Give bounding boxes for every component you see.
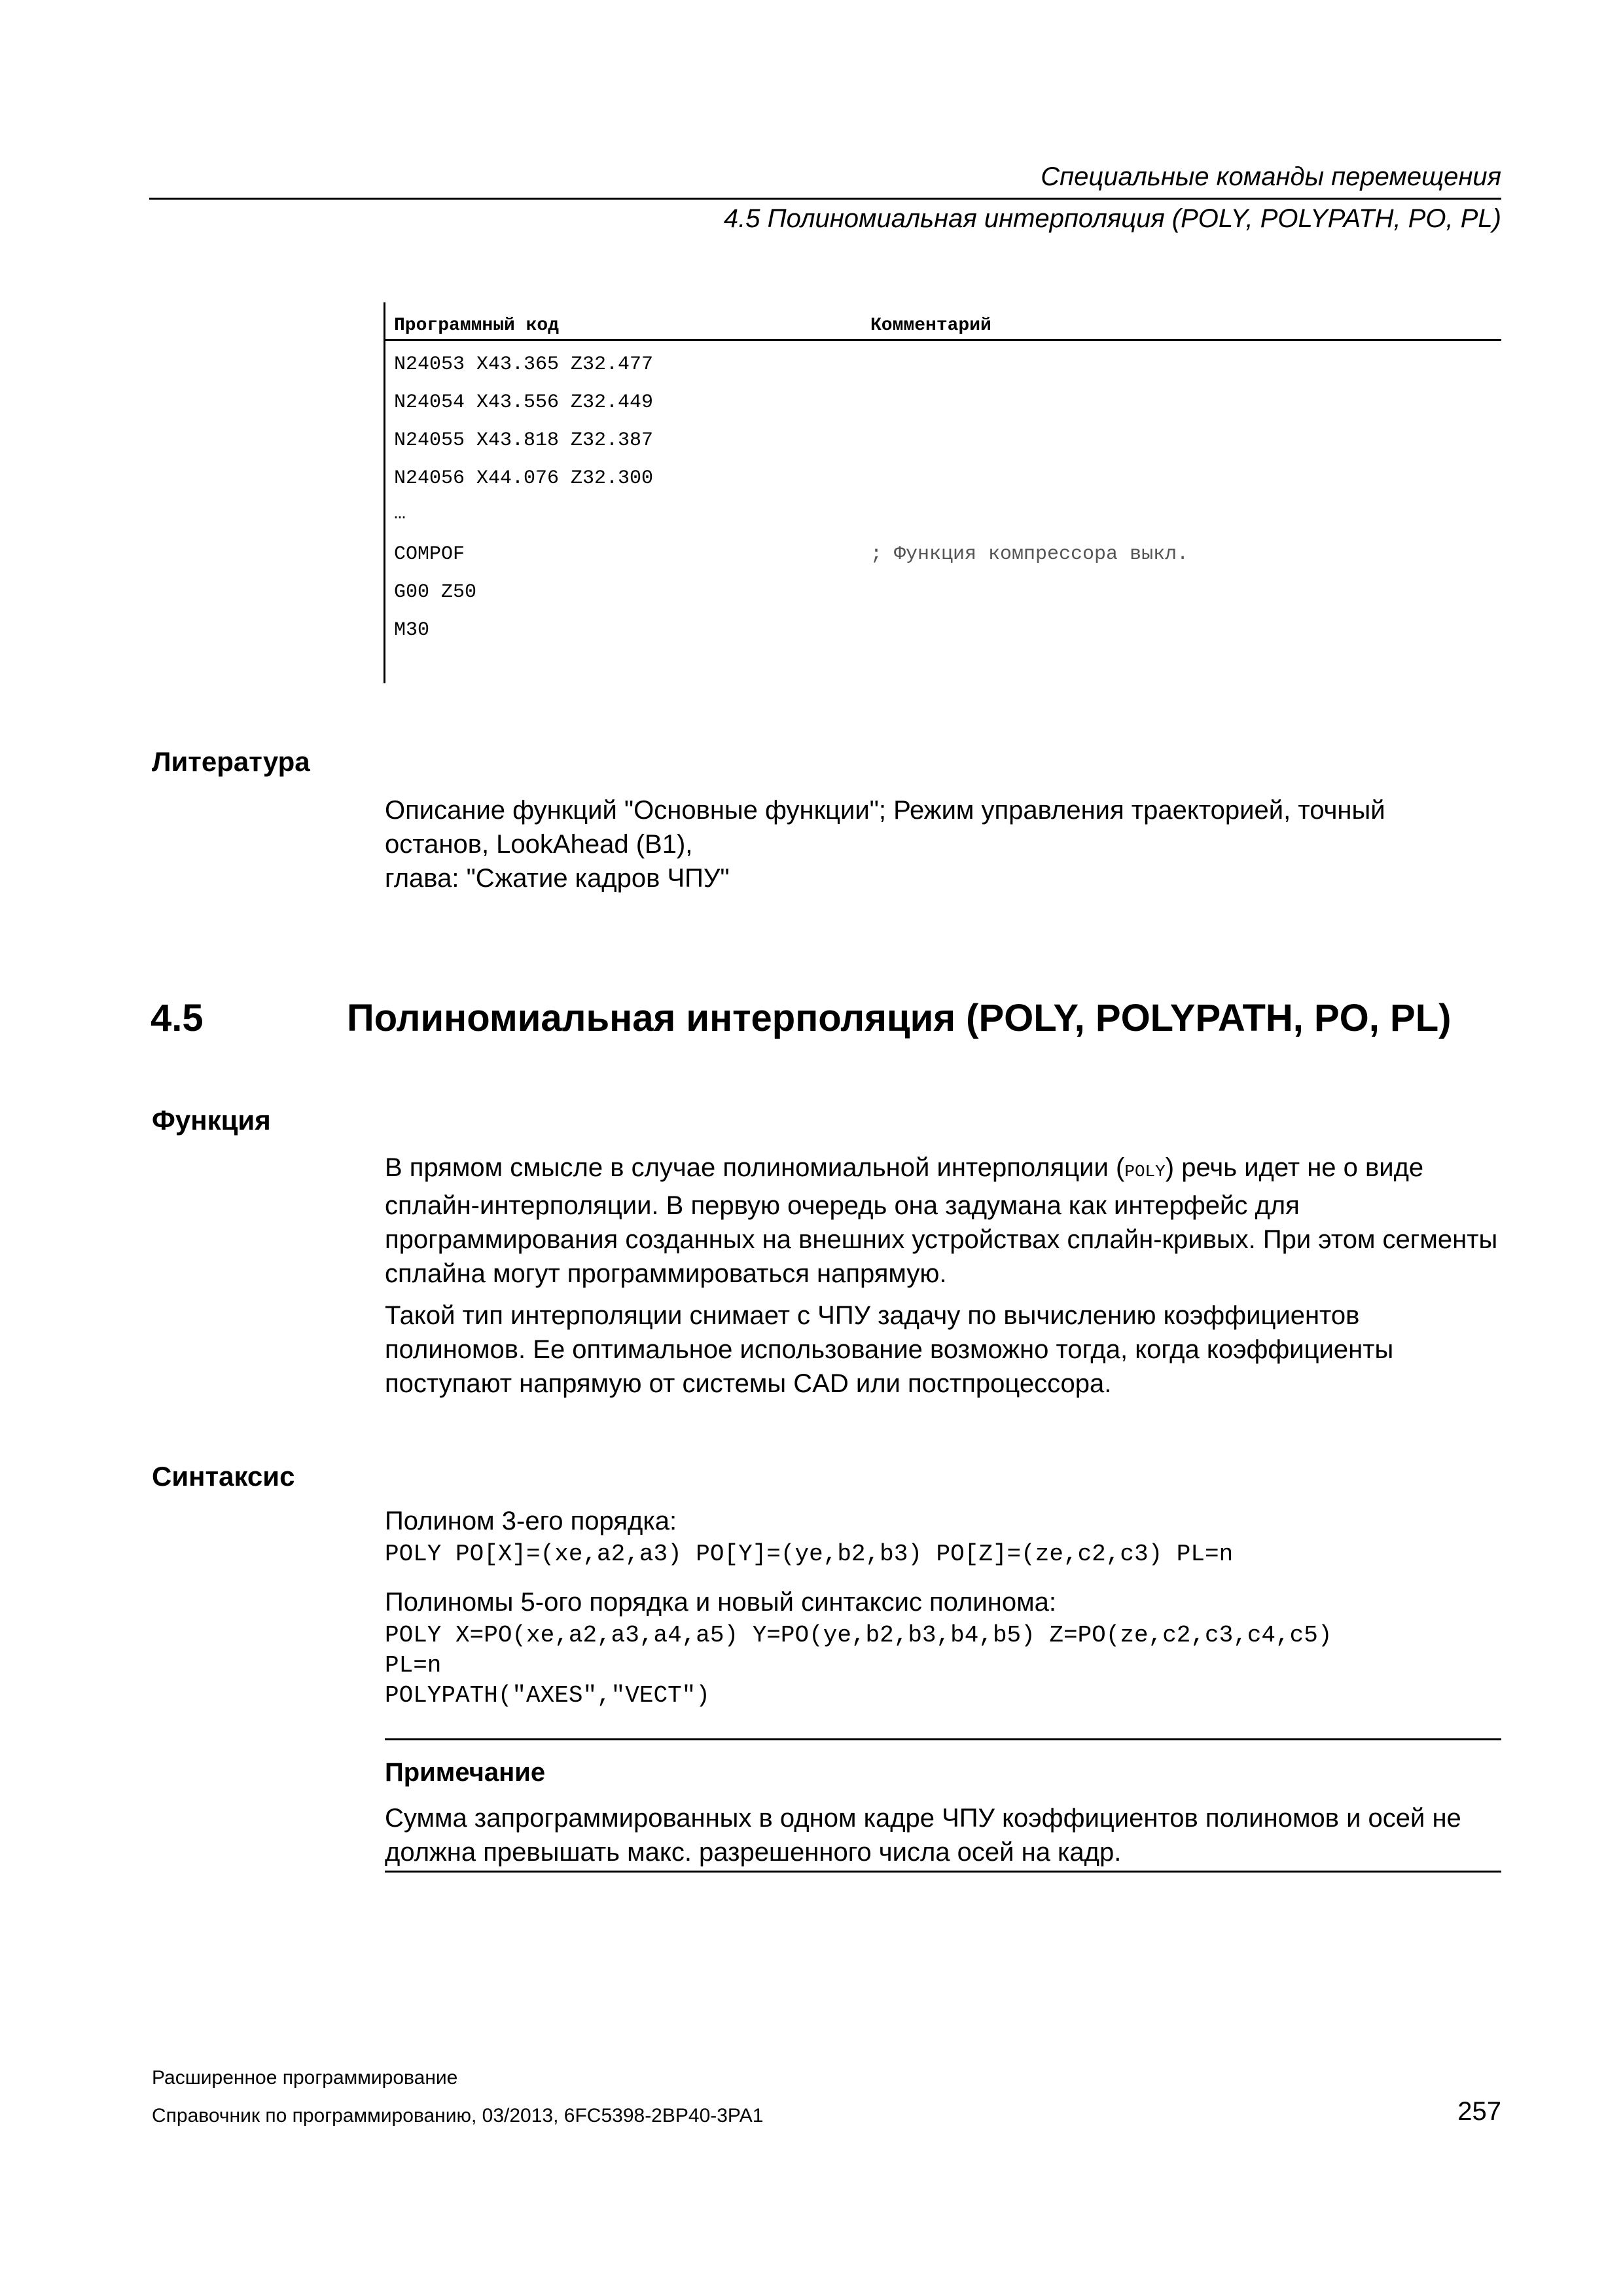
code-comment: ; Функция компрессора выкл.: [870, 543, 1189, 565]
inline-code-poly: POLY: [1124, 1162, 1166, 1181]
page-number: 257: [1457, 2097, 1501, 2126]
code-line: M30: [394, 619, 430, 641]
header-chapter-title: Специальные команды перемещения: [1041, 162, 1501, 191]
code-line: N24055 X43.818 Z32.387: [394, 429, 654, 452]
code-table-header-code: Программный код: [394, 315, 560, 336]
section-title: Полиномиальная интерполяция (POLY, POLYPATH, PO, PL): [347, 997, 1452, 1039]
literature-text: [385, 793, 1504, 895]
code-line: …: [394, 503, 406, 525]
syntax-label-5th-order: Полиномы 5-ого порядка и новый синтаксис полинома:: [385, 1588, 1056, 1617]
literature-heading: Литература: [152, 746, 310, 777]
code-line: COMPOF: [394, 543, 465, 565]
function-text: Такой тип интерполяции снимает с ЧПУ задачу по вычислению коэффициентов полиномов. Ее оптимальное использование возможно тогда, когда коэффициенты поступают напрямую от системы CAD или постпроцессора.: [385, 1301, 1394, 1398]
syntax-label-3rd-order: Полином 3-его порядка:: [385, 1507, 677, 1535]
footer-book-title: Расширенное программирование: [152, 2067, 458, 2089]
note-title: Примечание: [385, 1758, 546, 1787]
function-heading: Функция: [152, 1105, 271, 1136]
code-table-header-rule: [385, 339, 1501, 341]
literature-line: Описание функций "Основные функции"; Режим управления траекторией, точный: [385, 796, 1385, 825]
code-line: N24056 X44.076 Z32.300: [394, 467, 654, 490]
header-rule: [149, 198, 1501, 200]
header-section-title: 4.5 Полиномиальная интерполяция (POLY, POLYPATH, PO, PL): [723, 204, 1501, 233]
function-text: В прямом смысле в случае полиномиальной интерполяции (: [385, 1153, 1125, 1182]
code-table-left-rule: [383, 302, 385, 683]
code-line: N24053 X43.365 Z32.477: [394, 353, 654, 376]
literature-line: глава: "Сжатие кадров ЧПУ": [385, 864, 730, 893]
literature-line: останов, LookAhead (B1),: [385, 830, 693, 859]
code-line: G00 Z50: [394, 581, 477, 603]
function-paragraph-2: [385, 1299, 1504, 1401]
syntax-heading: Синтаксис: [152, 1461, 295, 1492]
code-line: N24054 X43.556 Z32.449: [394, 391, 654, 414]
section-number: 4.5: [151, 997, 204, 1039]
syntax-code-3rd-order: POLY PO[X]=(xe,a2,a3) PO[Y]=(ye,b2,b3) PO[Z]=(ze,c2,c3) PL=n: [385, 1541, 1234, 1568]
function-text: ) речь идет не о виде сплайн-интерполяции. В первую очередь она задумана как интерфейс для программирования созданных на внешних устройствах сплайн-кривых. При этом сегменты сплайна могут программироваться напрямую.: [385, 1153, 1498, 1288]
syntax-code-5th-order: POLY X=PO(xe,a2,a3,a4,a5) Y=PO(ye,b2,b3,b4,b5) Z=PO(ze,c2,c3,c4,c5) PL=n POLYPATH("AXES","VECT"): [385, 1622, 1332, 1709]
code-table-header-comment: Комментарий: [870, 315, 991, 336]
note-top-rule: [385, 1738, 1501, 1740]
note-bottom-rule: [385, 1871, 1501, 1873]
function-paragraph-1: [385, 1151, 1504, 1291]
footer-manual-info: Справочник по программированию, 03/2013, 6FC5398-2BP40-3PA1: [152, 2105, 764, 2126]
note-text: Сумма запрограммированных в одном кадре ЧПУ коэффициентов полиномов и осей не должна превышать макс. разрешенного числа осей на кадр.: [385, 1804, 1461, 1867]
